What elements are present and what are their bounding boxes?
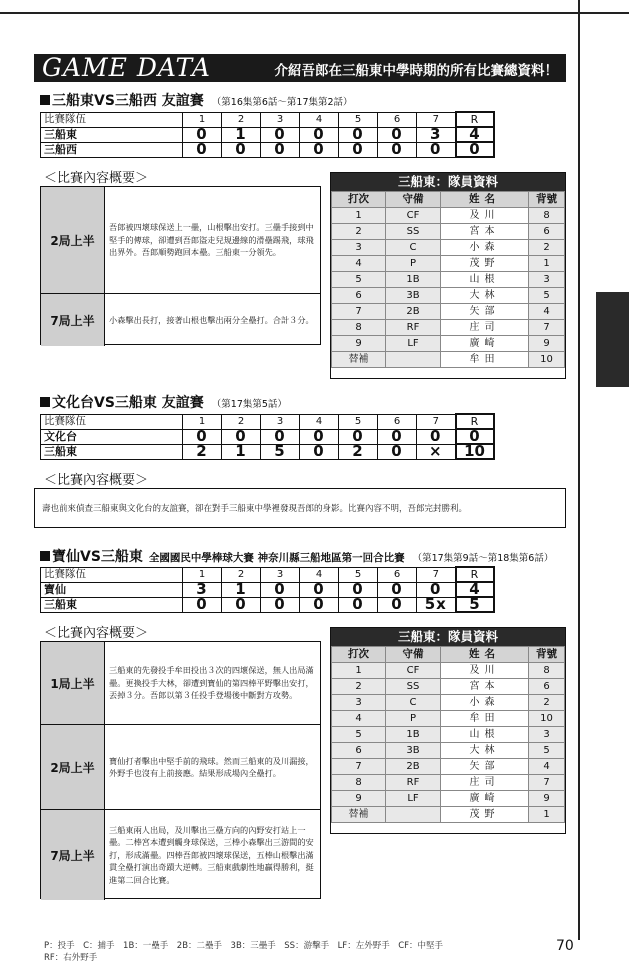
player-name: 小森 bbox=[441, 695, 529, 711]
runs-total: 4 bbox=[456, 127, 494, 142]
roster-row bbox=[332, 336, 565, 352]
position: SS bbox=[386, 679, 441, 695]
inning-score: 2 bbox=[339, 444, 378, 459]
jersey-number: 10 bbox=[529, 711, 565, 727]
batting-order: 8 bbox=[332, 775, 386, 791]
player-name: 矢部 bbox=[441, 759, 529, 775]
position: C bbox=[386, 240, 441, 256]
summary-text: 小森擊出長打，接著山根也擊出兩分全壘打。合計３分。 bbox=[109, 314, 314, 325]
game3-roster bbox=[330, 627, 566, 834]
inning-header: 3 bbox=[261, 112, 300, 127]
jersey-number: 2 bbox=[529, 695, 565, 711]
game2-heading bbox=[40, 392, 287, 412]
runs-total: 0 bbox=[456, 142, 494, 157]
jersey-number: 8 bbox=[529, 663, 565, 679]
position: 1B bbox=[386, 727, 441, 743]
inning-score: × bbox=[417, 444, 456, 459]
inning-score: 0 bbox=[183, 429, 222, 444]
jersey-number: 6 bbox=[529, 679, 565, 695]
jersey-number: 5 bbox=[529, 743, 565, 759]
inning-score: 0 bbox=[300, 429, 339, 444]
inning-score: 0 bbox=[261, 429, 300, 444]
game2-ref: （第17集第5話） bbox=[211, 399, 287, 410]
player-name: 大林 bbox=[441, 288, 529, 304]
inning-score: 0 bbox=[300, 142, 339, 157]
inning-score: 0 bbox=[339, 142, 378, 157]
roster-row bbox=[332, 679, 565, 695]
roster-row bbox=[332, 240, 565, 256]
game-data-banner bbox=[34, 54, 566, 82]
bullet-square-icon bbox=[40, 95, 50, 105]
runs-header: R bbox=[456, 567, 494, 582]
inning-score: 1 bbox=[222, 582, 261, 597]
position bbox=[386, 352, 441, 368]
inning-score: 0 bbox=[183, 142, 222, 157]
summary-text: 三船東的先發投手牟田投出３次的四壞保送，無人出局滿壘。更換投手大林，卻遭到寶仙的第四棒平野擊出安打，丟掉３分。吾郎以第３任投手登場後中斷對方攻勢。 bbox=[109, 665, 314, 701]
team-column-header: 比賽隊伍 bbox=[41, 414, 183, 429]
inning-header: 1 bbox=[183, 112, 222, 127]
inning-header: 7 bbox=[417, 414, 456, 429]
batting-order: 替補 bbox=[332, 352, 386, 368]
team-name: 三船東 bbox=[41, 597, 183, 612]
jersey-number: 3 bbox=[529, 272, 565, 288]
inning-score: 0 bbox=[222, 597, 261, 612]
position: LF bbox=[386, 336, 441, 352]
inning-score: 0 bbox=[378, 597, 417, 612]
inning-header: 1 bbox=[183, 567, 222, 582]
score-row bbox=[41, 142, 494, 157]
roster-column-header: 守備 bbox=[386, 192, 441, 208]
summary-text: 寶仙打者擊出中堅手前的飛球。然而三船東的及川漏接，外野手也沒有上前接應。結果形成場內全壘打。 bbox=[109, 755, 314, 778]
inning-score: 0 bbox=[183, 597, 222, 612]
inning-header: 5 bbox=[339, 567, 378, 582]
inning-header: 4 bbox=[300, 414, 339, 429]
batting-order: 6 bbox=[332, 743, 386, 759]
jersey-number: 7 bbox=[529, 320, 565, 336]
inning-score: 5x bbox=[417, 597, 456, 612]
right-rule bbox=[578, 0, 580, 940]
game2-scoreboard bbox=[40, 413, 495, 460]
bullet-square-icon bbox=[40, 551, 50, 561]
player-name: 牟田 bbox=[441, 711, 529, 727]
runs-total: 0 bbox=[456, 429, 494, 444]
team-name: 三船東 bbox=[41, 127, 183, 142]
inning-score: 0 bbox=[378, 429, 417, 444]
inning-score: 1 bbox=[222, 127, 261, 142]
inning-header: 2 bbox=[222, 414, 261, 429]
inning-label: 2局上半 bbox=[41, 725, 105, 809]
summary-text: 三船東兩人出局，及川擊出三壘方向的內野安打站上一壘。二棒宮本遭到觸身球保送，三棒小森擊出三游間的安打，形成滿壘。四棒吾郎被四壞球保送，五棒山根擊出滿貫全壘打演出奇蹟大逆轉。三船東戲劇性地贏得勝利，挺進第二回合比賽。 bbox=[109, 824, 314, 885]
team-name: 三船西 bbox=[41, 142, 183, 157]
jersey-number: 1 bbox=[529, 807, 565, 823]
score-row bbox=[41, 444, 494, 459]
batting-order: 3 bbox=[332, 240, 386, 256]
player-name: 小森 bbox=[441, 240, 529, 256]
inning-score: 2 bbox=[183, 444, 222, 459]
runs-total: 10 bbox=[456, 444, 494, 459]
inning-score: 0 bbox=[261, 127, 300, 142]
roster-row bbox=[332, 759, 565, 775]
team-column-header: 比賽隊伍 bbox=[41, 112, 183, 127]
runs-total: 5 bbox=[456, 597, 494, 612]
player-name: 牟田 bbox=[441, 352, 529, 368]
position: LF bbox=[386, 791, 441, 807]
inning-label: 1局上半 bbox=[41, 642, 105, 724]
game3-title: 寶仙VS三船東 bbox=[52, 549, 143, 565]
jersey-number: 9 bbox=[529, 791, 565, 807]
inning-score: 3 bbox=[417, 127, 456, 142]
summary-cell bbox=[41, 187, 320, 294]
position: P bbox=[386, 256, 441, 272]
inning-score: 0 bbox=[222, 142, 261, 157]
batting-order: 5 bbox=[332, 272, 386, 288]
summary-cell bbox=[41, 642, 320, 725]
roster-row bbox=[332, 743, 565, 759]
game2-title: 文化台VS三船東 友誼賽 bbox=[52, 395, 204, 411]
inning-score: 1 bbox=[222, 444, 261, 459]
score-row bbox=[41, 597, 494, 612]
bullet-square-icon bbox=[40, 397, 50, 407]
inning-header: 6 bbox=[378, 112, 417, 127]
batting-order: 7 bbox=[332, 759, 386, 775]
inning-score: 0 bbox=[339, 127, 378, 142]
roster-title: 三船東：隊員資料 bbox=[331, 628, 565, 646]
position: RF bbox=[386, 320, 441, 336]
position: P bbox=[386, 711, 441, 727]
roster-table bbox=[331, 646, 565, 823]
position: 2B bbox=[386, 759, 441, 775]
inning-header: 3 bbox=[261, 567, 300, 582]
roster-row bbox=[332, 304, 565, 320]
inning-score: 0 bbox=[378, 582, 417, 597]
team-name: 寶仙 bbox=[41, 582, 183, 597]
jersey-number: 3 bbox=[529, 727, 565, 743]
game1-roster bbox=[330, 172, 566, 379]
summary-cell bbox=[41, 810, 320, 900]
game1-overview-title: ＜比賽內容概要＞ bbox=[44, 171, 149, 186]
batting-order: 1 bbox=[332, 663, 386, 679]
roster-row bbox=[332, 208, 565, 224]
player-name: 山根 bbox=[441, 727, 529, 743]
roster-title: 三船東：隊員資料 bbox=[331, 173, 565, 191]
inning-header: 1 bbox=[183, 414, 222, 429]
game2-overview-title: ＜比賽內容概要＞ bbox=[44, 473, 149, 488]
game2-summary bbox=[34, 488, 566, 528]
inning-header: 3 bbox=[261, 414, 300, 429]
page-edge-tab bbox=[596, 292, 629, 387]
roster-column-header: 背號 bbox=[529, 647, 565, 663]
inning-header: 2 bbox=[222, 112, 261, 127]
banner-subtitle: 介紹吾郎在三船東中學時期的所有比賽總資料！ bbox=[274, 63, 558, 79]
roster-row bbox=[332, 807, 565, 823]
batting-order: 8 bbox=[332, 320, 386, 336]
roster-row bbox=[332, 695, 565, 711]
roster-row bbox=[332, 320, 565, 336]
inning-score: 0 bbox=[300, 582, 339, 597]
inning-score: 0 bbox=[339, 429, 378, 444]
inning-score: 0 bbox=[261, 582, 300, 597]
legend-line-2: RF：右外野手 bbox=[44, 953, 98, 963]
position: 3B bbox=[386, 743, 441, 759]
player-name: 矢部 bbox=[441, 304, 529, 320]
position: RF bbox=[386, 775, 441, 791]
roster-row bbox=[332, 224, 565, 240]
jersey-number: 8 bbox=[529, 208, 565, 224]
inning-header: 6 bbox=[378, 567, 417, 582]
runs-total: 4 bbox=[456, 582, 494, 597]
game3-scoreboard bbox=[40, 566, 495, 613]
inning-header: 4 bbox=[300, 112, 339, 127]
position: C bbox=[386, 695, 441, 711]
inning-score: 0 bbox=[261, 142, 300, 157]
roster-column-header: 姓名 bbox=[441, 192, 529, 208]
summary-cell bbox=[41, 294, 320, 346]
roster-row bbox=[332, 352, 565, 368]
roster-header-row bbox=[332, 192, 565, 208]
roster-row bbox=[332, 791, 565, 807]
runs-header: R bbox=[456, 112, 494, 127]
top-rule bbox=[0, 12, 629, 14]
inning-header: 4 bbox=[300, 567, 339, 582]
inning-score: 0 bbox=[339, 597, 378, 612]
roster-row bbox=[332, 272, 565, 288]
inning-score: 0 bbox=[378, 142, 417, 157]
inning-score: 0 bbox=[300, 127, 339, 142]
game1-heading bbox=[40, 90, 353, 110]
score-row bbox=[41, 127, 494, 142]
game1-summary bbox=[40, 186, 321, 345]
position: CF bbox=[386, 208, 441, 224]
game3-summary bbox=[40, 641, 321, 899]
player-name: 廣崎 bbox=[441, 336, 529, 352]
inning-label: 7局上半 bbox=[41, 810, 105, 900]
position-legend bbox=[44, 940, 544, 964]
roster-row bbox=[332, 711, 565, 727]
batting-order: 1 bbox=[332, 208, 386, 224]
batting-order: 9 bbox=[332, 336, 386, 352]
batting-order: 4 bbox=[332, 711, 386, 727]
game1-scoreboard bbox=[40, 111, 495, 158]
game1-ref: （第16集第6話～第17集第2話） bbox=[211, 97, 353, 108]
team-name: 三船東 bbox=[41, 444, 183, 459]
batting-order: 2 bbox=[332, 224, 386, 240]
roster-column-header: 守備 bbox=[386, 647, 441, 663]
inning-score: 3 bbox=[183, 582, 222, 597]
inning-header: 5 bbox=[339, 414, 378, 429]
inning-header: 7 bbox=[417, 112, 456, 127]
game1-title: 三船東VS三船西 友誼賽 bbox=[52, 93, 204, 109]
roster-header-row bbox=[332, 647, 565, 663]
summary-cell bbox=[41, 725, 320, 810]
page-number: 70 bbox=[556, 938, 574, 954]
player-name: 廣崎 bbox=[441, 791, 529, 807]
batting-order: 替補 bbox=[332, 807, 386, 823]
inning-label: 7局上半 bbox=[41, 294, 105, 346]
batting-order: 9 bbox=[332, 791, 386, 807]
inning-header: 6 bbox=[378, 414, 417, 429]
batting-order: 2 bbox=[332, 679, 386, 695]
inning-header: 5 bbox=[339, 112, 378, 127]
roster-column-header: 姓名 bbox=[441, 647, 529, 663]
roster-row bbox=[332, 775, 565, 791]
roster-column-header: 打次 bbox=[332, 192, 386, 208]
roster-row bbox=[332, 663, 565, 679]
position: CF bbox=[386, 663, 441, 679]
roster-row bbox=[332, 256, 565, 272]
roster-column-header: 背號 bbox=[529, 192, 565, 208]
score-row bbox=[41, 429, 494, 444]
game3-overview-title: ＜比賽內容概要＞ bbox=[44, 626, 149, 641]
summary-text: 吾郎被四壞球保送上一壘，山根擊出安打。三壘手接到中堅手的傳球，卻遭到吾郎盜走兒規邊線的滑壘踢飛，球飛出界外。吾郎順勢跑回本壘。三船東一分領先。 bbox=[109, 222, 314, 258]
team-column-header: 比賽隊伍 bbox=[41, 567, 183, 582]
game3-ref: （第17集第9話～第18集第6話） bbox=[412, 553, 554, 564]
batting-order: 4 bbox=[332, 256, 386, 272]
inning-score: 0 bbox=[378, 127, 417, 142]
player-name: 大林 bbox=[441, 743, 529, 759]
inning-score: 0 bbox=[417, 582, 456, 597]
inning-score: 0 bbox=[261, 597, 300, 612]
position: SS bbox=[386, 224, 441, 240]
player-name: 及川 bbox=[441, 208, 529, 224]
jersey-number: 4 bbox=[529, 304, 565, 320]
jersey-number: 4 bbox=[529, 759, 565, 775]
jersey-number: 6 bbox=[529, 224, 565, 240]
banner-title: GAME DATA bbox=[42, 53, 211, 82]
player-name: 及川 bbox=[441, 663, 529, 679]
roster-row bbox=[332, 288, 565, 304]
game2-summary-text: 壽也前來偵查三船東與文化台的友誼賽，卻在對手三船東中學裡發現吾郎的身影。比賽內容不明，吾郎完封勝利。 bbox=[42, 504, 468, 514]
batting-order: 7 bbox=[332, 304, 386, 320]
position: 1B bbox=[386, 272, 441, 288]
roster-table bbox=[331, 191, 565, 368]
team-name: 文化台 bbox=[41, 429, 183, 444]
jersey-number: 5 bbox=[529, 288, 565, 304]
jersey-number: 2 bbox=[529, 240, 565, 256]
score-header-row bbox=[41, 567, 494, 582]
inning-score: 5 bbox=[261, 444, 300, 459]
player-name: 茂野 bbox=[441, 807, 529, 823]
game3-heading bbox=[40, 546, 553, 566]
batting-order: 3 bbox=[332, 695, 386, 711]
position: 2B bbox=[386, 304, 441, 320]
position bbox=[386, 807, 441, 823]
inning-header: 7 bbox=[417, 567, 456, 582]
inning-score: 0 bbox=[222, 429, 261, 444]
player-name: 庄司 bbox=[441, 320, 529, 336]
game3-competition: 全國國民中學棒球大賽 神奈川縣三船地區第一回合比賽 bbox=[148, 552, 405, 564]
runs-header: R bbox=[456, 414, 494, 429]
legend-line-1: P：投手 C：捕手 1B：一壘手 2B：二壘手 3B：三壘手 SS：游擊手 LF：左外野手 CF：中堅手 bbox=[44, 941, 444, 951]
jersey-number: 10 bbox=[529, 352, 565, 368]
player-name: 庄司 bbox=[441, 775, 529, 791]
jersey-number: 7 bbox=[529, 775, 565, 791]
inning-score: 0 bbox=[300, 597, 339, 612]
jersey-number: 9 bbox=[529, 336, 565, 352]
inning-header: 2 bbox=[222, 567, 261, 582]
score-header-row bbox=[41, 414, 494, 429]
jersey-number: 1 bbox=[529, 256, 565, 272]
inning-score: 0 bbox=[183, 127, 222, 142]
inning-score: 0 bbox=[417, 429, 456, 444]
roster-column-header: 打次 bbox=[332, 647, 386, 663]
inning-label: 2局上半 bbox=[41, 187, 105, 293]
batting-order: 6 bbox=[332, 288, 386, 304]
roster-row bbox=[332, 727, 565, 743]
player-name: 茂野 bbox=[441, 256, 529, 272]
inning-score: 0 bbox=[300, 444, 339, 459]
player-name: 山根 bbox=[441, 272, 529, 288]
inning-score: 0 bbox=[417, 142, 456, 157]
inning-score: 0 bbox=[339, 582, 378, 597]
inning-score: 0 bbox=[378, 444, 417, 459]
score-header-row bbox=[41, 112, 494, 127]
player-name: 宮本 bbox=[441, 679, 529, 695]
batting-order: 5 bbox=[332, 727, 386, 743]
position: 3B bbox=[386, 288, 441, 304]
player-name: 宮本 bbox=[441, 224, 529, 240]
